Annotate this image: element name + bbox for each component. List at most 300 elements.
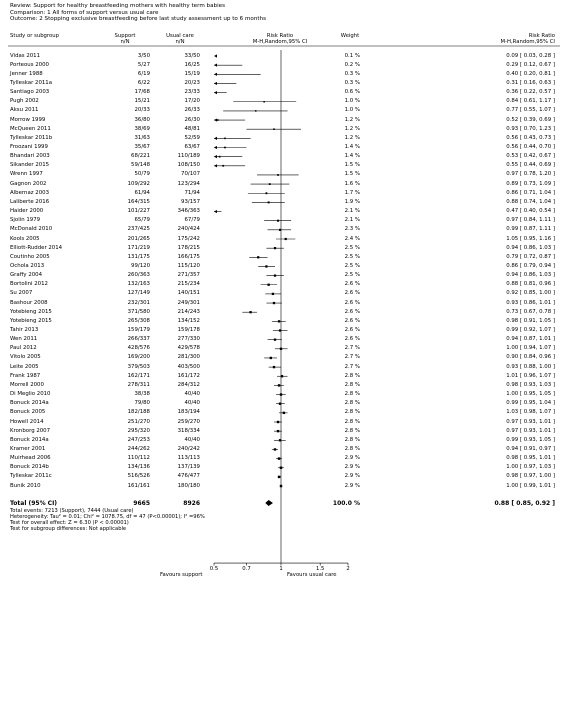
point-estimate bbox=[277, 430, 279, 432]
study-weight: 2.6 % bbox=[344, 290, 360, 297]
point-estimate bbox=[279, 229, 281, 231]
study-rr: 0.86 [ 0.79, 0.94 ] bbox=[506, 262, 555, 269]
point-estimate bbox=[278, 384, 280, 386]
study-support: 260/363 bbox=[127, 272, 150, 279]
study-usual: 115/120 bbox=[177, 262, 200, 269]
study-usual: 271/357 bbox=[177, 272, 200, 279]
study-rr: 0.73 [ 0.67, 0.78 ] bbox=[506, 308, 555, 315]
point-estimate bbox=[285, 238, 287, 240]
study-weight: 1.2 % bbox=[344, 125, 360, 132]
study-name: Howell 2014 bbox=[10, 418, 44, 425]
ci-arrow-left bbox=[214, 155, 217, 158]
study-support: 99/120 bbox=[131, 262, 150, 269]
study-usual: 93/157 bbox=[181, 198, 200, 205]
point-estimate bbox=[255, 110, 257, 112]
study-weight: 2.1 % bbox=[344, 208, 360, 215]
study-rr: 0.56 [ 0.44, 0.70 ] bbox=[506, 144, 555, 150]
study-support: 244/262 bbox=[127, 445, 150, 452]
study-name: Bhandari 2003 bbox=[10, 153, 50, 160]
study-usual: 108/150 bbox=[177, 162, 200, 169]
ci-arrow-left bbox=[214, 64, 217, 67]
study-support: 20/33 bbox=[134, 107, 150, 114]
study-weight: 2.8 % bbox=[344, 418, 360, 425]
study-name: Sjolin 1979 bbox=[10, 217, 41, 224]
study-name: Bashour 2008 bbox=[10, 299, 48, 306]
point-estimate bbox=[274, 247, 276, 249]
point-estimate bbox=[279, 403, 281, 405]
study-support: 61/94 bbox=[134, 189, 150, 196]
comparison-title: Comparison: 1 All forms of support versus usual care bbox=[10, 9, 159, 16]
study-name: Vitolo 2005 bbox=[10, 354, 41, 361]
study-name: Porteous 2000 bbox=[10, 61, 49, 68]
point-estimate bbox=[268, 201, 270, 203]
study-support: 101/227 bbox=[127, 208, 150, 215]
study-name: Ochola 2013 bbox=[10, 262, 45, 269]
point-estimate bbox=[280, 348, 282, 350]
footnote-subgroup: Test for subgroup differences: Not applicable bbox=[10, 526, 127, 533]
study-rr: 0.31 [ 0.16, 0.63 ] bbox=[506, 79, 555, 86]
study-rr: 0.88 [ 0.81, 0.96 ] bbox=[506, 281, 555, 288]
study-usual: 215/234 bbox=[177, 281, 200, 288]
study-name: Graffy 2004 bbox=[10, 272, 43, 279]
study-weight: 2.7 % bbox=[344, 363, 360, 370]
study-rr: 0.36 [ 0.22, 0.57 ] bbox=[506, 89, 555, 96]
study-weight: 2.5 % bbox=[344, 244, 360, 251]
point-estimate bbox=[283, 412, 285, 414]
study-support: 6/19 bbox=[137, 70, 150, 77]
point-estimate bbox=[219, 156, 221, 158]
study-name: McQueen 2011 bbox=[10, 125, 51, 132]
point-estimate bbox=[272, 293, 274, 295]
study-weight: 2.8 % bbox=[344, 381, 360, 388]
study-support: 278/311 bbox=[127, 381, 150, 388]
favours-usual-care-label: Favours usual care bbox=[287, 572, 337, 579]
study-rr: 0.93 [ 0.70, 1.23 ] bbox=[506, 125, 555, 132]
study-support: 516/526 bbox=[127, 473, 150, 480]
study-name: Bonuck 2014a bbox=[10, 400, 49, 407]
point-estimate bbox=[249, 311, 251, 313]
col-weight: Weight bbox=[340, 33, 360, 39]
study-weight: 2.3 % bbox=[344, 226, 360, 233]
study-usual: 249/301 bbox=[177, 299, 200, 306]
study-usual: 259/270 bbox=[177, 418, 200, 425]
study-weight: 2.8 % bbox=[344, 372, 360, 379]
study-rr: 0.47 [ 0.40, 0.54 ] bbox=[506, 208, 555, 215]
study-rr: 0.09 [ 0.03, 0.28 ] bbox=[506, 52, 555, 59]
study-support: 201/265 bbox=[127, 235, 150, 242]
study-support: 6/22 bbox=[137, 79, 150, 86]
study-support: 247/253 bbox=[127, 436, 150, 443]
study-usual: 33/50 bbox=[184, 52, 200, 59]
study-usual: 240/424 bbox=[177, 226, 200, 233]
point-estimate bbox=[270, 357, 272, 359]
study-usual: 284/312 bbox=[177, 381, 200, 388]
study-rr: 0.55 [ 0.44, 0.69 ] bbox=[506, 162, 555, 169]
study-weight: 2.8 % bbox=[344, 391, 360, 398]
study-weight: 1.9 % bbox=[344, 198, 360, 205]
study-usual: 277/330 bbox=[177, 336, 200, 343]
study-name: Yotebieng 2015 bbox=[10, 317, 52, 324]
study-name: Kronborg 2007 bbox=[10, 427, 51, 434]
point-estimate bbox=[269, 183, 271, 185]
ci-arrow-left bbox=[214, 137, 217, 140]
study-support: 371/580 bbox=[127, 308, 150, 315]
study-usual: 123/294 bbox=[177, 180, 200, 187]
study-name: Bonuck 2014a bbox=[10, 436, 49, 443]
study-weight: 2.8 % bbox=[344, 400, 360, 407]
study-rr: 0.94 [ 0.91, 0.97 ] bbox=[506, 445, 555, 452]
col-rr: Risk Ratio bbox=[528, 33, 555, 39]
study-usual: 137/139 bbox=[177, 464, 200, 471]
study-rr: 0.99 [ 0.92, 1.07 ] bbox=[506, 327, 555, 333]
tick-label: 2 bbox=[346, 566, 350, 573]
study-rr: 1.01 [ 0.96, 1.07 ] bbox=[506, 372, 555, 379]
study-name: Bonuck 2005 bbox=[10, 409, 46, 416]
study-support: 110/112 bbox=[127, 455, 150, 462]
study-support: 379/503 bbox=[127, 363, 150, 370]
study-usual: 40/40 bbox=[184, 436, 200, 443]
study-rr: 0.52 [ 0.39, 0.69 ] bbox=[506, 116, 555, 123]
study-weight: 1.0 % bbox=[344, 107, 360, 114]
study-usual: 476/477 bbox=[177, 473, 200, 480]
study-support: 15/21 bbox=[134, 98, 150, 105]
study-name: Bunik 2010 bbox=[10, 482, 41, 489]
study-name: Sikander 2015 bbox=[10, 162, 50, 169]
point-estimate bbox=[279, 439, 281, 441]
study-name: Frank 1987 bbox=[10, 372, 41, 379]
study-rr: 0.93 [ 0.88, 1.00 ] bbox=[506, 363, 555, 370]
point-estimate bbox=[279, 329, 281, 331]
study-usual: 166/175 bbox=[177, 253, 200, 260]
study-weight: 1.4 % bbox=[344, 144, 360, 150]
study-name: Muirhead 2006 bbox=[10, 455, 51, 462]
ci-arrow-left bbox=[214, 54, 217, 57]
study-name: Haider 2000 bbox=[10, 208, 44, 215]
study-weight: 2.6 % bbox=[344, 308, 360, 315]
study-support: 5/27 bbox=[137, 61, 150, 68]
study-weight: 2.8 % bbox=[344, 436, 360, 443]
point-estimate bbox=[280, 467, 282, 469]
col-rr-sub: M-H,Random,95% CI bbox=[500, 39, 555, 45]
study-weight: 1.0 % bbox=[344, 98, 360, 105]
study-rr: 1.00 [ 0.97, 1.03 ] bbox=[506, 464, 555, 471]
pooled-diamond bbox=[265, 500, 273, 506]
study-weight: 2.7 % bbox=[344, 354, 360, 361]
study-name: Kools 2005 bbox=[10, 235, 40, 242]
study-name: Su 2007 bbox=[10, 290, 33, 297]
study-name: Paul 2012 bbox=[10, 345, 37, 352]
study-weight: 2.7 % bbox=[344, 345, 360, 352]
study-rr: 0.94 [ 0.87, 1.01 ] bbox=[506, 336, 555, 343]
study-usual: 214/243 bbox=[177, 308, 200, 315]
ci-arrow-left bbox=[214, 82, 217, 85]
study-support: 265/308 bbox=[127, 317, 150, 324]
study-rr: 0.40 [ 0.20, 0.81 ] bbox=[506, 70, 555, 77]
study-name: Vidas 2011 bbox=[10, 52, 41, 59]
study-support: 38/69 bbox=[134, 125, 150, 132]
study-weight: 2.5 % bbox=[344, 253, 360, 260]
study-weight: 1.2 % bbox=[344, 116, 360, 123]
study-rr: 0.89 [ 0.73, 1.09 ] bbox=[506, 180, 555, 187]
point-estimate bbox=[257, 256, 259, 258]
point-estimate bbox=[217, 119, 219, 121]
study-weight: 2.8 % bbox=[344, 409, 360, 416]
study-usual: 134/152 bbox=[177, 317, 200, 324]
point-estimate bbox=[274, 339, 276, 341]
col-rr-plot-sub: M-H,Random,95% CI bbox=[252, 39, 308, 45]
ci-arrow-left bbox=[214, 118, 217, 121]
study-name: Leite 2005 bbox=[10, 363, 39, 370]
study-usual: 67/79 bbox=[184, 217, 200, 224]
study-name: Jenner 1988 bbox=[10, 70, 43, 77]
study-rr: 0.98 [ 0.91, 1.05 ] bbox=[506, 317, 555, 324]
study-usual: 180/180 bbox=[177, 482, 200, 489]
tick-label: 1.5 bbox=[315, 566, 325, 573]
study-weight: 2.6 % bbox=[344, 299, 360, 306]
study-support: 68/221 bbox=[131, 153, 150, 160]
point-estimate bbox=[278, 320, 280, 322]
study-weight: 2.5 % bbox=[344, 262, 360, 269]
study-usual: 281/300 bbox=[177, 354, 200, 361]
col-support-sub: n/N bbox=[120, 39, 130, 45]
point-estimate bbox=[278, 457, 280, 459]
total-usual: 8926 bbox=[183, 499, 200, 507]
point-estimate bbox=[222, 165, 224, 167]
study-weight: 1.5 % bbox=[344, 162, 360, 169]
study-rr: 1.03 [ 0.98, 1.07 ] bbox=[506, 409, 555, 416]
study-weight: 1.7 % bbox=[344, 189, 360, 196]
study-rr: 0.98 [ 0.93, 1.03 ] bbox=[506, 381, 555, 388]
study-support: 79/80 bbox=[134, 400, 150, 407]
point-estimate bbox=[273, 366, 275, 368]
study-rr: 0.53 [ 0.42, 0.67 ] bbox=[506, 153, 555, 160]
study-support: 266/337 bbox=[127, 336, 150, 343]
study-rr: 0.94 [ 0.86, 1.03 ] bbox=[506, 244, 555, 251]
study-weight: 2.8 % bbox=[344, 427, 360, 434]
study-weight: 0.3 % bbox=[344, 70, 360, 77]
study-support: 164/315 bbox=[127, 198, 150, 205]
study-name: Elliott-Rudder 2014 bbox=[10, 244, 63, 251]
study-rr: 0.98 [ 0.95, 1.01 ] bbox=[506, 455, 555, 462]
ci-arrow-left bbox=[214, 146, 217, 149]
study-weight: 2.1 % bbox=[344, 217, 360, 224]
tick-label: 1 bbox=[279, 566, 283, 573]
point-estimate bbox=[280, 393, 282, 395]
col-support: Support bbox=[114, 33, 136, 39]
study-usual: 403/500 bbox=[177, 363, 200, 370]
study-usual: 183/194 bbox=[177, 409, 200, 416]
study-rr: 0.97 [ 0.93, 1.01 ] bbox=[506, 418, 555, 425]
point-estimate bbox=[265, 265, 267, 267]
footnote-overall-effect: Test for overall effect: Z = 6.30 (P < 0.00001) bbox=[10, 520, 129, 527]
study-name: Tahir 2013 bbox=[10, 327, 39, 333]
study-weight: 1.5 % bbox=[344, 171, 360, 178]
study-usual: 48/81 bbox=[184, 125, 200, 132]
study-support: 159/179 bbox=[127, 327, 150, 333]
study-rr: 0.99 [ 0.87, 1.11 ] bbox=[506, 226, 555, 233]
study-name: Wrenn 1997 bbox=[10, 171, 43, 178]
study-support: 171/219 bbox=[127, 244, 150, 251]
study-name: Tylleskar 2011a bbox=[10, 79, 53, 86]
outcome-title: Outcome: 2 Stopping exclusive breastfeeding before last study assessment up to 6 months bbox=[10, 16, 267, 22]
study-support: 127/149 bbox=[127, 290, 150, 297]
study-support: 3/50 bbox=[137, 52, 150, 59]
study-name: Morrell 2000 bbox=[10, 381, 44, 388]
study-name: Yotebieng 2015 bbox=[10, 308, 52, 315]
study-support: 182/188 bbox=[127, 409, 150, 416]
study-weight: 2.6 % bbox=[344, 327, 360, 333]
study-rr: 0.94 [ 0.86, 1.03 ] bbox=[506, 272, 555, 279]
study-usual: 429/578 bbox=[177, 345, 200, 352]
study-support: 38/38 bbox=[134, 391, 150, 398]
study-usual: 40/40 bbox=[184, 391, 200, 398]
point-estimate bbox=[274, 448, 276, 450]
study-support: 132/163 bbox=[127, 281, 150, 288]
study-usual: 178/215 bbox=[177, 244, 200, 251]
study-name: Gagnon 2002 bbox=[10, 180, 47, 187]
study-weight: 1.6 % bbox=[344, 180, 360, 187]
tick-label: 0.7 bbox=[242, 566, 251, 573]
point-estimate bbox=[273, 128, 275, 130]
point-estimate bbox=[280, 485, 282, 487]
study-usual: 20/23 bbox=[184, 79, 200, 86]
study-rr: 0.99 [ 0.93, 1.05 ] bbox=[506, 436, 555, 443]
study-usual: 26/30 bbox=[184, 116, 200, 123]
point-estimate bbox=[281, 375, 283, 377]
study-rr: 0.97 [ 0.78, 1.20 ] bbox=[506, 171, 555, 178]
study-rr: 0.88 [ 0.74, 1.04 ] bbox=[506, 198, 555, 205]
study-rr: 0.84 [ 0.61, 1.17 ] bbox=[506, 98, 555, 105]
study-name: McDonald 2010 bbox=[10, 226, 53, 233]
study-weight: 2.9 % bbox=[344, 473, 360, 480]
study-weight: 1.2 % bbox=[344, 134, 360, 141]
point-estimate bbox=[273, 302, 275, 304]
study-support: 65/79 bbox=[134, 217, 150, 224]
study-support: 169/200 bbox=[127, 354, 150, 361]
study-weight: 2.9 % bbox=[344, 464, 360, 471]
study-rr: 0.90 [ 0.84, 0.96 ] bbox=[506, 354, 555, 361]
favours-support-label: Favours support bbox=[160, 572, 203, 579]
col-rr-plot: Risk Ratio bbox=[266, 33, 294, 39]
ci-arrow-left bbox=[214, 210, 217, 213]
study-weight: 0.3 % bbox=[344, 79, 360, 86]
col-study: Study or subgroup bbox=[10, 33, 59, 39]
study-usual: 26/33 bbox=[184, 107, 200, 114]
study-name: Di Meglio 2010 bbox=[10, 391, 51, 398]
point-estimate bbox=[265, 192, 267, 194]
study-usual: 71/94 bbox=[184, 189, 200, 196]
ci-arrow-left bbox=[214, 91, 217, 94]
total-support: 9665 bbox=[133, 499, 150, 507]
study-support: 162/171 bbox=[127, 372, 150, 379]
point-estimate bbox=[277, 220, 279, 222]
study-usual: 52/59 bbox=[184, 134, 200, 141]
study-support: 31/63 bbox=[134, 134, 150, 141]
study-support: 251/270 bbox=[127, 418, 150, 425]
study-name: Laliberte 2016 bbox=[10, 198, 50, 205]
study-weight: 2.4 % bbox=[344, 235, 360, 242]
study-usual: 113/113 bbox=[177, 455, 200, 462]
study-support: 232/301 bbox=[127, 299, 150, 306]
study-weight: 2.9 % bbox=[344, 482, 360, 489]
study-rr: 0.56 [ 0.43, 0.73 ] bbox=[506, 134, 555, 141]
study-support: 237/425 bbox=[127, 226, 150, 233]
study-support: 59/148 bbox=[131, 162, 150, 169]
study-usual: 15/19 bbox=[184, 70, 200, 77]
study-support: 35/67 bbox=[134, 144, 150, 150]
study-usual: 23/33 bbox=[184, 89, 200, 96]
study-name: Aksu 2011 bbox=[10, 107, 39, 114]
study-rr: 0.97 [ 0.93, 1.01 ] bbox=[506, 427, 555, 434]
ci-arrow-left bbox=[214, 73, 217, 76]
study-usual: 63/67 bbox=[184, 144, 200, 150]
study-weight: 2.6 % bbox=[344, 281, 360, 288]
study-usual: 318/334 bbox=[177, 427, 200, 434]
col-usual-sub: n/N bbox=[175, 39, 185, 45]
study-name: Morrow 1999 bbox=[10, 116, 46, 123]
study-support: 36/80 bbox=[134, 116, 150, 123]
point-estimate bbox=[277, 421, 279, 423]
study-usual: 70/107 bbox=[181, 171, 200, 178]
study-usual: 17/20 bbox=[184, 98, 200, 105]
study-rr: 0.79 [ 0.72, 0.87 ] bbox=[506, 253, 555, 260]
study-support: 428/576 bbox=[127, 345, 150, 352]
study-support: 131/175 bbox=[127, 253, 150, 260]
study-rr: 1.00 [ 0.99, 1.01 ] bbox=[506, 482, 555, 489]
study-support: 134/136 bbox=[127, 464, 150, 471]
study-support: 161/161 bbox=[127, 482, 150, 489]
footnote-heterogeneity: Heterogeneity: Tau² = 0.01; Chi² = 1078.75, df = 47 (P<0.00001); I² =96% bbox=[10, 514, 205, 521]
point-estimate bbox=[224, 147, 226, 149]
study-name: Kramer 2001 bbox=[10, 445, 46, 452]
footnote-events: Total events: 7213 (Support), 7444 (Usual care) bbox=[10, 508, 134, 515]
study-rr: 0.93 [ 0.86, 1.01 ] bbox=[506, 299, 555, 306]
study-rr: 1.00 [ 0.95, 1.05 ] bbox=[506, 391, 555, 398]
study-name: Bonuck 2014b bbox=[10, 464, 49, 471]
study-usual: 240/242 bbox=[177, 445, 200, 452]
study-usual: 140/151 bbox=[177, 290, 200, 297]
point-estimate bbox=[277, 174, 279, 176]
study-support: 295/320 bbox=[127, 427, 150, 434]
study-weight: 1.4 % bbox=[344, 153, 360, 160]
study-usual: 161/172 bbox=[177, 372, 200, 379]
study-rr: 0.77 [ 0.55, 1.07 ] bbox=[506, 107, 555, 114]
study-name: Pugh 2002 bbox=[10, 98, 39, 105]
point-estimate bbox=[267, 284, 269, 286]
study-name: Coutinho 2005 bbox=[10, 253, 50, 260]
study-name: Bortolini 2012 bbox=[10, 281, 48, 288]
study-rr: 0.99 [ 0.95, 1.04 ] bbox=[506, 400, 555, 407]
study-name: Tylleskar 2011b bbox=[10, 134, 53, 141]
study-support: 17/68 bbox=[134, 89, 150, 96]
point-estimate bbox=[274, 274, 276, 276]
study-weight: 2.5 % bbox=[344, 272, 360, 279]
study-rr: 1.00 [ 0.94, 1.07 ] bbox=[506, 345, 555, 352]
study-rr: 1.05 [ 0.95, 1.16 ] bbox=[506, 235, 555, 242]
study-weight: 0.1 % bbox=[344, 52, 360, 59]
study-name: Santiago 2003 bbox=[10, 89, 50, 96]
study-weight: 2.8 % bbox=[344, 445, 360, 452]
study-usual: 16/25 bbox=[184, 61, 200, 68]
study-usual: 110/189 bbox=[177, 153, 200, 160]
study-rr: 0.86 [ 0.71, 1.04 ] bbox=[506, 189, 555, 196]
col-usual: Usual care bbox=[166, 33, 194, 39]
review-title: Review: Support for healthy breastfeeding mothers with healthy term babies bbox=[10, 3, 225, 9]
study-rr: 0.92 [ 0.85, 1.00 ] bbox=[506, 290, 555, 297]
study-usual: 175/242 bbox=[177, 235, 200, 242]
point-estimate bbox=[224, 138, 226, 140]
study-name: Wen 2011 bbox=[10, 336, 38, 343]
